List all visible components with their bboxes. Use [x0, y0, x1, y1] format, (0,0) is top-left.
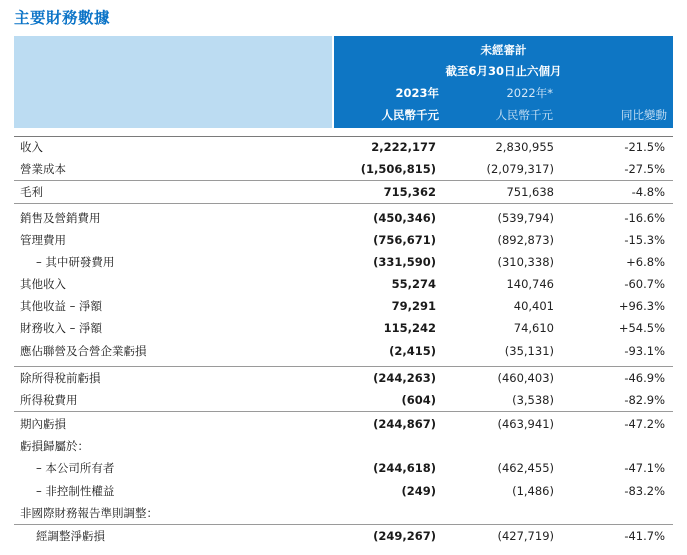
value-2023: (756,671) — [373, 233, 436, 247]
value-2023: 2,222,177 — [371, 140, 436, 154]
value-2022: 74,610 — [513, 321, 554, 335]
value-2022: (1,486) — [512, 484, 554, 498]
yoy-change: -83.2% — [624, 484, 665, 498]
yoy-change: -16.6% — [624, 211, 665, 225]
value-2022: (463,941) — [497, 417, 554, 431]
table-row — [14, 368, 673, 388]
yoy-change: -41.7% — [624, 529, 665, 543]
value-2023: (604) — [401, 393, 436, 407]
row-label: – 本公司所有者 — [36, 461, 115, 475]
header-year-2023: 2023年 — [395, 86, 439, 100]
row-label: 非國際財務報告準則調整： — [20, 506, 158, 520]
table-divider — [14, 366, 673, 367]
value-2022: (539,794) — [497, 211, 554, 225]
value-2023: (331,590) — [373, 255, 436, 269]
row-label: 收入 — [20, 140, 43, 154]
table-row — [14, 159, 673, 179]
yoy-change: -60.7% — [624, 277, 665, 291]
row-label: – 非控制性權益 — [36, 484, 115, 498]
row-label: 管理費用 — [20, 233, 66, 247]
row-label: 財務收入 – 淨額 — [20, 321, 103, 335]
header-period: 截至6月30日止六個月 — [445, 64, 562, 78]
table-row — [14, 208, 673, 228]
row-label: 其他收入 — [20, 277, 66, 291]
value-2022: (3,538) — [512, 393, 554, 407]
value-2023: 79,291 — [391, 299, 436, 313]
row-label: 應佔聯營及合營企業虧損 — [20, 344, 147, 358]
value-2023: (244,618) — [373, 461, 436, 475]
header-unit-2023: 人民幣千元 — [381, 108, 439, 122]
yoy-change: -27.5% — [624, 162, 665, 176]
row-label: 虧損歸屬於： — [20, 439, 89, 453]
value-2022: (892,873) — [497, 233, 554, 247]
table-row — [14, 274, 673, 294]
value-2023: (249) — [401, 484, 436, 498]
value-2023: (244,263) — [373, 371, 436, 385]
value-2023: (249,267) — [373, 529, 436, 543]
yoy-change: -21.5% — [624, 140, 665, 154]
value-2022: (35,131) — [504, 344, 554, 358]
value-2023: (2,415) — [389, 344, 436, 358]
value-2023: (244,867) — [373, 417, 436, 431]
value-2023: 115,242 — [383, 321, 436, 335]
yoy-change: -93.1% — [624, 344, 665, 358]
table-row — [14, 137, 673, 157]
section-title: 主要財務數據 — [14, 9, 111, 27]
value-2022: (460,403) — [497, 371, 554, 385]
yoy-change: -82.9% — [624, 393, 665, 407]
value-2022: 140,746 — [506, 277, 554, 291]
row-label: 營業成本 — [20, 162, 66, 176]
value-2022: (462,455) — [497, 461, 554, 475]
table-row — [14, 252, 673, 272]
table-row — [14, 481, 673, 501]
table-row — [14, 414, 673, 434]
header-unaudited: 未經審計 — [480, 43, 527, 57]
table-divider — [14, 203, 673, 204]
value-2022: (2,079,317) — [486, 162, 554, 176]
table-divider — [14, 411, 673, 412]
table-row — [14, 390, 673, 410]
table-row — [14, 526, 673, 546]
yoy-change: -15.3% — [624, 233, 665, 247]
row-label: 除所得稅前虧損 — [20, 371, 101, 385]
yoy-change: -47.2% — [624, 417, 665, 431]
yoy-change: -47.1% — [624, 461, 665, 475]
value-2023: 715,362 — [383, 185, 436, 199]
value-2022: (310,338) — [497, 255, 554, 269]
yoy-change: +6.8% — [626, 255, 665, 269]
table-row — [14, 182, 673, 202]
header-unit-2022: 人民幣千元 — [495, 108, 553, 122]
table-row — [14, 436, 673, 456]
table-row — [14, 458, 673, 478]
table-row — [14, 230, 673, 250]
table-divider — [14, 524, 673, 525]
row-label: 其他收益 – 淨額 — [20, 299, 103, 313]
value-2022: 2,830,955 — [495, 140, 554, 154]
table-row — [14, 341, 673, 361]
header-yoy-change: 同比變動 — [621, 108, 667, 122]
value-2022: 751,638 — [506, 185, 554, 199]
header-left-panel — [14, 36, 332, 128]
yoy-change: +54.5% — [618, 321, 665, 335]
table-row — [14, 503, 673, 523]
row-label: 銷售及營銷費用 — [20, 211, 101, 225]
row-label: 所得稅費用 — [20, 393, 78, 407]
value-2022: 40,401 — [513, 299, 554, 313]
table-divider — [14, 180, 673, 181]
row-label: 毛利 — [20, 185, 43, 199]
value-2023: 55,274 — [391, 277, 436, 291]
table-row — [14, 296, 673, 316]
row-label: 經調整淨虧損 — [36, 529, 105, 543]
value-2022: (427,719) — [497, 529, 554, 543]
row-label: 期內虧損 — [20, 417, 66, 431]
header-year-2022: 2022年* — [506, 86, 553, 100]
value-2023: (1,506,815) — [360, 162, 436, 176]
value-2023: (450,346) — [373, 211, 436, 225]
yoy-change: -46.9% — [624, 371, 665, 385]
header-right-panel — [334, 36, 673, 128]
yoy-change: -4.8% — [631, 185, 665, 199]
row-label: – 其中研發費用 — [36, 255, 115, 269]
table-row — [14, 318, 673, 338]
yoy-change: +96.3% — [618, 299, 665, 313]
